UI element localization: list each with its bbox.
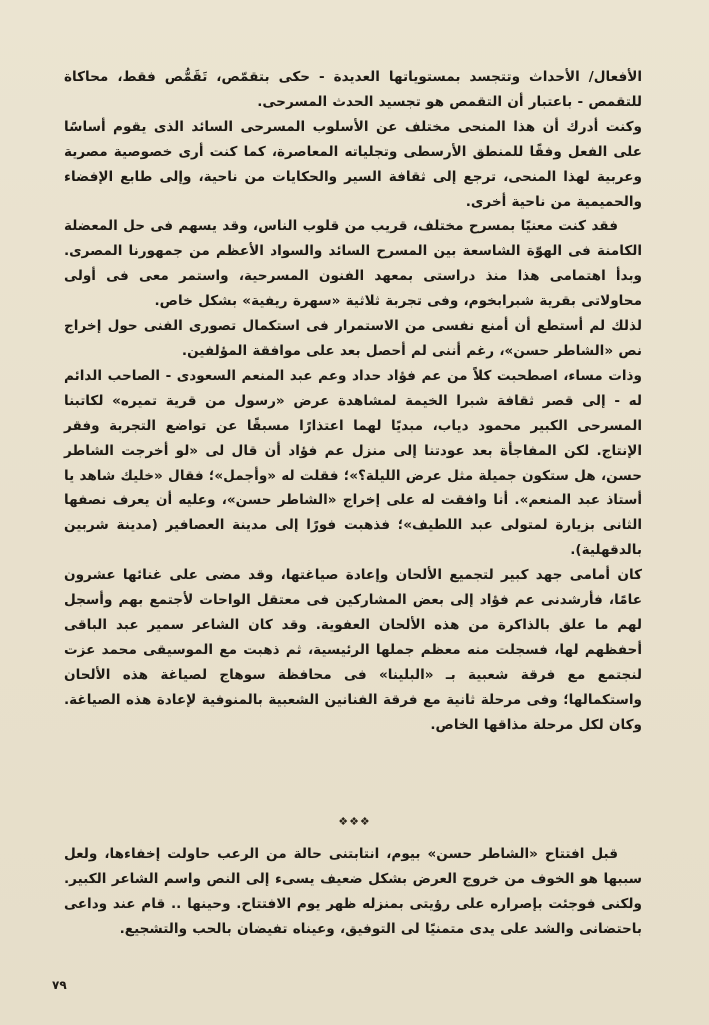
page-number: ٧٩ — [52, 978, 67, 992]
main-text-block — [64, 65, 642, 737]
paragraph-1: الأفعال/ الأحداث وتتجسد بمستوياتها العديدة - حكى بتقمّص، تَقَمُّص فقط، محاكاة للتقمص - باعتبار أن التقمص هو تجسيد الحدث المسرحى. — [64, 69, 642, 110]
paragraph-7: قبل افتتاح «الشاطر حسن» بيوم، انتابتنى حالة من الرعب حاولت إخفاءها، ولعل سببها هو الخوف من خروج العرض بشكل ضعيف يسىء إلى النص واسم الشاعر الكبير. ولكنى فوجئت بإصراره على رؤيتى بمنزله ظهر يوم الافتتاح. وحينها .. قام عند وداعى باحتضانى والشد على يدى متمنيًا لى التوفيق، وعيناه تفيضان بالحب والتشجيع. — [64, 846, 642, 937]
paragraph-2: وكنت أدرك أن هذا المنحى مختلف عن الأسلوب المسرحى السائد الذى يقوم أساسًا على الفعل وفقًا للمنطق الأرسطى وتجلياته المعاصرة، كما كنت أرى خصوصية مصرية وعربية لهذا المنحى، ترجع إلى ثقافة السير والحكايات من ناحية، وإلى طابع الإفضاء والحميمية من ناحية أخرى. — [64, 118, 642, 210]
paragraph-4: لذلك لم أستطع أن أمنع نفسى من الاستمرار فى استكمال تصورى الفنى حول إخراج نص «الشاطر حسن»، رغم أننى لم أحصل بعد على موافقة المؤلفين. — [64, 318, 642, 359]
section-separator: ❖❖❖ — [338, 815, 371, 828]
paragraph-3: فقد كنت معنيًا بمسرح مختلف، قريب من قلوب الناس، وقد يسهم فى حل المعضلة الكامنة فى الهوّة الشاسعة بين المسرح السائد والسواد الأعظم من جمهورنا المصرى. وبدأ اهتمامى هذا منذ دراستى بمعهد الفنون المسرحية، واستمر معى فى أولى محاولاتى بقرية شبرابخوم، وفى تجربة ثلاثية «سهرة ريفية» بشكل خاص. — [64, 218, 642, 310]
closing-text-block — [64, 842, 642, 942]
paragraph-6: كان أمامى جهد كبير لتجميع الألحان وإعادة صياغتها، وقد مضى على غنائها عشرون عامًا، فأرشدنى عم فؤاد إلى بعض المشاركين فى معتقل الواحات لأجتمع بهم وأسجل لهم ما علق بالذاكرة من هذه الألحان العفوية. وقد كان الشاعر سمير عبد الباقى أحفظهم لها، فسجلت منه معظم جملها الرئيسية، ثم ذهبت مع الموسيقى محمد عزت لنجتمع مع فرقة شعبية بـ «البلينا» فى محافظة سوهاج لصياغة هذه الألحان واستكمالها؛ وفى مرحلة ثانية مع فرقة الفنانين الشعبية بالمنوفية لإعادة هذه الصياغة. وكان لكل مرحلة مذاقها الخاص. — [64, 567, 642, 733]
paragraph-5: وذات مساء، اصطحبت كلاً من عم فؤاد حداد وعم عبد المنعم السعودى - الصاحب الدائم له - إلى قصر ثقافة شبرا الخيمة لمشاهدة عرض «رسول من قرية تميره» لكاتبنا المسرحى الكبير محمود دياب، مبديًا لهما اعتذارًا مسبقًا عن تواضع التجربة وفقر الإنتاج. لكن المفاجأة بعد عودتنا إلى منزل عم فؤاد أن قال لى «لو أخرجت الشاطر حسن، هل ستكون جميلة مثل عرض الليلة؟»؛ فقلت له «وأجمل»؛ فقال «خليك شاهد يا أستاذ عبد المنعم». أنا وافقت له على إخراج «الشاطر حسن»، وعليه أن يعرف نصفها الثانى بزيارة لمتولى عبد اللطيف»؛ فذهبت فورًا إلى مدينة العصافير (مدينة شربين بالدقهلية). — [64, 367, 642, 559]
